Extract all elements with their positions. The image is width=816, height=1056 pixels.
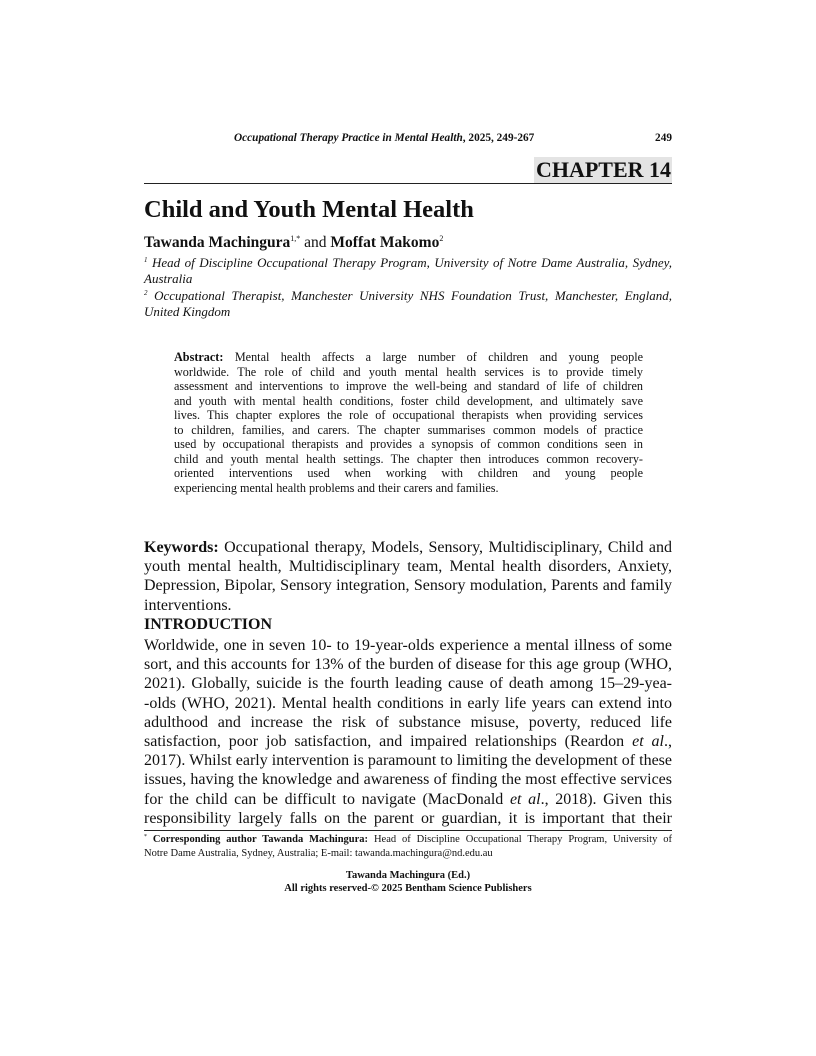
affiliation-line xyxy=(144,288,672,304)
text-segment: Worldwide, one in seven 10- to 19-year-olds experience a mental illness of some xyxy=(144,637,672,654)
chapter-rule xyxy=(144,183,672,184)
footnote-mark: * xyxy=(144,834,147,840)
text-segment: Head of Discipline Occupational Therapy Program, University of xyxy=(368,834,672,845)
text-segment: -olds (WHO, 2021). Mental health conditions in early life years can extend into xyxy=(144,694,672,712)
affiliation-mark: 2 xyxy=(144,289,148,297)
text-segment: experiencing mental health problems and their carers and families. xyxy=(174,480,499,495)
keywords xyxy=(144,538,672,615)
text-line xyxy=(174,466,643,481)
page-footer xyxy=(144,869,672,895)
text-segment: youth mental health, Multidisciplinary team, Mental health disorders, Anxiety, xyxy=(144,558,672,576)
text-line xyxy=(144,557,672,576)
bold-label: Abstract: xyxy=(174,350,224,364)
affiliation-mark: 1 xyxy=(144,256,148,264)
text-segment: and youth with mental health conditions, foster child development, and ultimately save xyxy=(174,393,643,408)
author-name: Moffat Makomo xyxy=(330,234,440,251)
text-line xyxy=(144,538,672,557)
text-segment: adulthood and increase the risk of substance misuse, poverty, reduced life xyxy=(144,713,672,731)
section-heading-introduction: INTRODUCTION xyxy=(144,616,273,633)
affiliation-line xyxy=(144,255,672,271)
text-line xyxy=(174,379,643,394)
affiliation-text: Head of Discipline Occupational Therapy Program, University of Notre Dame Australia, Sydney, xyxy=(147,255,672,270)
text-segment: for the child can be difficult to navigate (MacDonald xyxy=(144,790,510,808)
footnote-rule xyxy=(144,830,672,831)
text-line xyxy=(144,732,672,751)
affiliation-text: Occupational Therapist, Manchester University NHS Foundation Trust, Manchester, England, xyxy=(147,288,672,303)
text-line xyxy=(144,576,672,595)
text-line xyxy=(144,694,672,713)
text-segment: used by occupational therapists and provides a synopsis of common conditions seen in xyxy=(174,437,643,452)
text-segment: child and youth mental health settings. The chapter then introduces common recovery- xyxy=(174,451,643,466)
text-line xyxy=(144,770,672,789)
page-number: 249 xyxy=(655,132,672,144)
italic-text: et al xyxy=(632,733,664,751)
author-connector: and xyxy=(300,234,331,251)
text-segment: Mental health affects a large number of children and young people xyxy=(223,350,643,364)
text-line xyxy=(174,394,643,409)
bold-label: Keywords: xyxy=(144,539,219,556)
introduction-paragraph xyxy=(144,636,672,828)
running-head-title: Occupational Therapy Practice in Mental Health, 2025, 249-267 xyxy=(234,132,535,144)
italic-text: et al xyxy=(509,790,541,808)
affiliation-line: Australia xyxy=(144,270,193,286)
text-segment: to children, families, and carers. The chapter summarises common models of practice xyxy=(174,422,643,437)
footer-editor: Tawanda Machingura (Ed.) xyxy=(345,870,471,881)
author-name: Tawanda Machingura xyxy=(144,234,291,251)
author-affiliation-mark: 1,* xyxy=(290,234,301,243)
abstract xyxy=(174,350,643,495)
chapter-title: Child and Youth Mental Health xyxy=(144,196,474,223)
text-line xyxy=(174,350,643,365)
text-line xyxy=(144,655,672,674)
text-line xyxy=(144,674,672,693)
text-segment: Notre Dame Australia, Sydney, Australia; E-mail: tawanda.machingura@nd.edu.au xyxy=(144,847,493,859)
text-segment: 2017). Whilst early intervention is paramount to limiting the development of these xyxy=(144,752,672,770)
text-segment: ., xyxy=(664,733,672,751)
text-segment: responsibility largely falls on the parent or guardian, it is important that their xyxy=(144,809,672,827)
text-segment: interventions. xyxy=(144,596,232,614)
text-segment: Occupational therapy, Models, Sensory, Multidisciplinary, Child and xyxy=(218,539,672,556)
affiliation-line: United Kingdom xyxy=(144,303,231,319)
text-line xyxy=(144,809,672,828)
text-line xyxy=(144,847,672,861)
text-line xyxy=(174,423,643,438)
footer-rights: All rights reserved-© 2025 Bentham Science Publishers xyxy=(284,883,532,894)
text-line xyxy=(174,365,643,380)
text-segment: lives. This chapter explores the role of occupational therapists when providing services xyxy=(174,408,643,423)
text-segment: issues, having the knowledge and awareness of finding the most effective services xyxy=(144,771,672,789)
author-affiliation-mark: 2 xyxy=(439,234,444,243)
affiliation-2 xyxy=(144,288,672,319)
text-segment: sort, and this accounts for 13% of the burden of disease for this age group (WHO, xyxy=(144,656,672,674)
text-line xyxy=(144,636,672,655)
text-segment: satisfaction, poor job satisfaction, and impaired relationships (Reardon xyxy=(144,733,633,751)
text-line xyxy=(144,833,672,847)
text-segment: assessment and interventions to improve the well-being and standard of life of children xyxy=(174,379,643,394)
text-line xyxy=(144,751,672,770)
bold-label: Corresponding author Tawanda Machingura: xyxy=(147,834,369,845)
text-line xyxy=(174,408,643,423)
author-list xyxy=(144,234,443,252)
text-line xyxy=(174,481,643,496)
chapter-label: CHAPTER 14 xyxy=(535,157,671,182)
text-line xyxy=(174,437,643,452)
footnote xyxy=(144,833,672,861)
text-line xyxy=(144,790,672,809)
text-line xyxy=(174,452,643,467)
text-segment: oriented interventions used when working with children and young people xyxy=(174,466,643,481)
text-segment: 2021). Globally, suicide is the fourth leading cause of death among 15–29-yea- xyxy=(144,675,672,693)
affiliation-1 xyxy=(144,255,672,286)
text-segment: Depression, Bipolar, Sensory integration, Sensory modulation, Parents and family xyxy=(144,577,672,595)
text-segment: worldwide. The role of child and youth mental health services is to provide timely xyxy=(174,364,643,379)
text-line xyxy=(144,596,672,615)
text-line xyxy=(144,713,672,732)
text-segment: ., 2018). Given this xyxy=(540,790,673,808)
